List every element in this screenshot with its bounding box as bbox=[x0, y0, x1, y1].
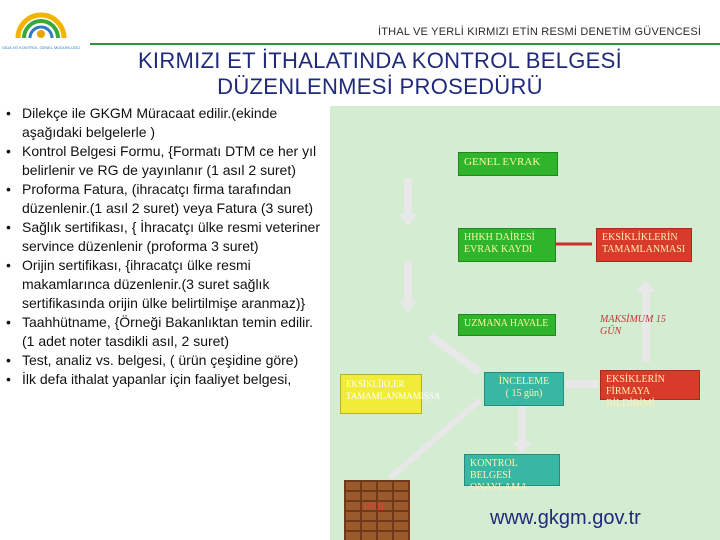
process-flowchart bbox=[330, 106, 720, 540]
box-hhkh: HHKH DAİRESİ EVRAK KAYDI bbox=[458, 228, 556, 262]
list-item: • Sağlık sertifikası, { İhracatçı ülke resmi veteriner servince düzenlenir (proforma 3 suret) bbox=[6, 219, 320, 254]
bullet: • bbox=[6, 257, 11, 273]
website-link[interactable]: www.gkgm.gov.tr bbox=[490, 507, 641, 529]
arrow-head bbox=[398, 300, 418, 312]
box-kontrol-belgesi-onaylama: KONTROL BELGESİ ONAYLAMA bbox=[464, 454, 560, 486]
title-line-2: DÜZENLENMESİ PROSEDÜRÜ bbox=[217, 74, 543, 99]
list-item: • Dilekçe ile GKGM Müracaat edilir.(ekinde aşağıdaki belgelerle ) bbox=[6, 105, 278, 140]
bullet: • bbox=[6, 352, 11, 368]
arrow-head bbox=[398, 214, 418, 226]
arrow-head bbox=[636, 280, 656, 292]
page-title bbox=[80, 48, 680, 100]
box-uzmana-havale: UZMANA HAVALE bbox=[458, 314, 556, 336]
bullet: • bbox=[6, 143, 11, 159]
svg-text:GIDA VE KONTROL GENEL MÜDÜRLÜĞ: GIDA VE KONTROL GENEL MÜDÜRLÜĞÜ bbox=[2, 45, 80, 50]
gkgm-logo bbox=[2, 4, 80, 60]
title-line-1: KIRMIZI ET İTHALATINDA KONTROL BELGESİ bbox=[137, 48, 623, 73]
red-label: RED bbox=[364, 502, 384, 513]
list-item: • Taahhütname, {Örneği Bakanlıktan temin edilir. (1 adet noter tasdikli asıl, 2 suret) bbox=[6, 314, 314, 349]
bullet: • bbox=[6, 105, 11, 121]
box-eksiklerin-firmaya: EKSİKLERİN FİRMAYA BİLDİRİMİ bbox=[600, 370, 700, 400]
list-item: • İlk defa ithalat yapanlar için faaliyet belgesi, bbox=[6, 371, 292, 387]
bullet: • bbox=[6, 371, 11, 387]
box-genel-evrak: GENEL EVRAK bbox=[458, 152, 558, 176]
list-item: • Orijin sertifikası, {ihracatçı ülke resmi makamlarınca düzenlenir.(3 suret sağlık sertifikasında orijin ülke belirtilmişe aranmaz)} bbox=[6, 257, 306, 311]
box-eksiklikler-tamamlanmamissa: EKSİKLİKLER TAMAMLANMAMIŞSA bbox=[340, 374, 422, 414]
list-item: • Test, analiz vs. belgesi, ( ürün çeşidine göre) bbox=[6, 352, 299, 368]
bullet: • bbox=[6, 314, 11, 330]
list-item: • Proforma Fatura, (ihracatçı firma tarafından düzenlenir.(1 asıl 2 suret) veya Fatura (3 suret) bbox=[6, 181, 314, 216]
list-item: • Kontrol Belgesi Formu, {Formatı DTM ce her yıl belirlenir ve RG de yayınlanır (1 asıl 2 suret) bbox=[6, 143, 317, 178]
bullet: • bbox=[6, 181, 11, 197]
arrow-head bbox=[512, 442, 532, 454]
document-list bbox=[6, 104, 326, 389]
text-maksimum-15-gun: MAKSİMUM 15 GÜN bbox=[600, 314, 666, 337]
box-eksikliklerin-tamamlanmasi: EKSİKLİKLERİN TAMAMLANMASI bbox=[596, 228, 692, 262]
header-divider bbox=[90, 43, 720, 45]
header-tagline: İTHAL VE YERLİ KIRMIZI ETİN RESMİ DENETİM GÜVENCESİ bbox=[378, 26, 702, 38]
bullet: • bbox=[6, 219, 11, 235]
box-inceleme: İNCELEME ( 15 gün) bbox=[484, 372, 564, 406]
arrow-diag bbox=[430, 336, 480, 372]
